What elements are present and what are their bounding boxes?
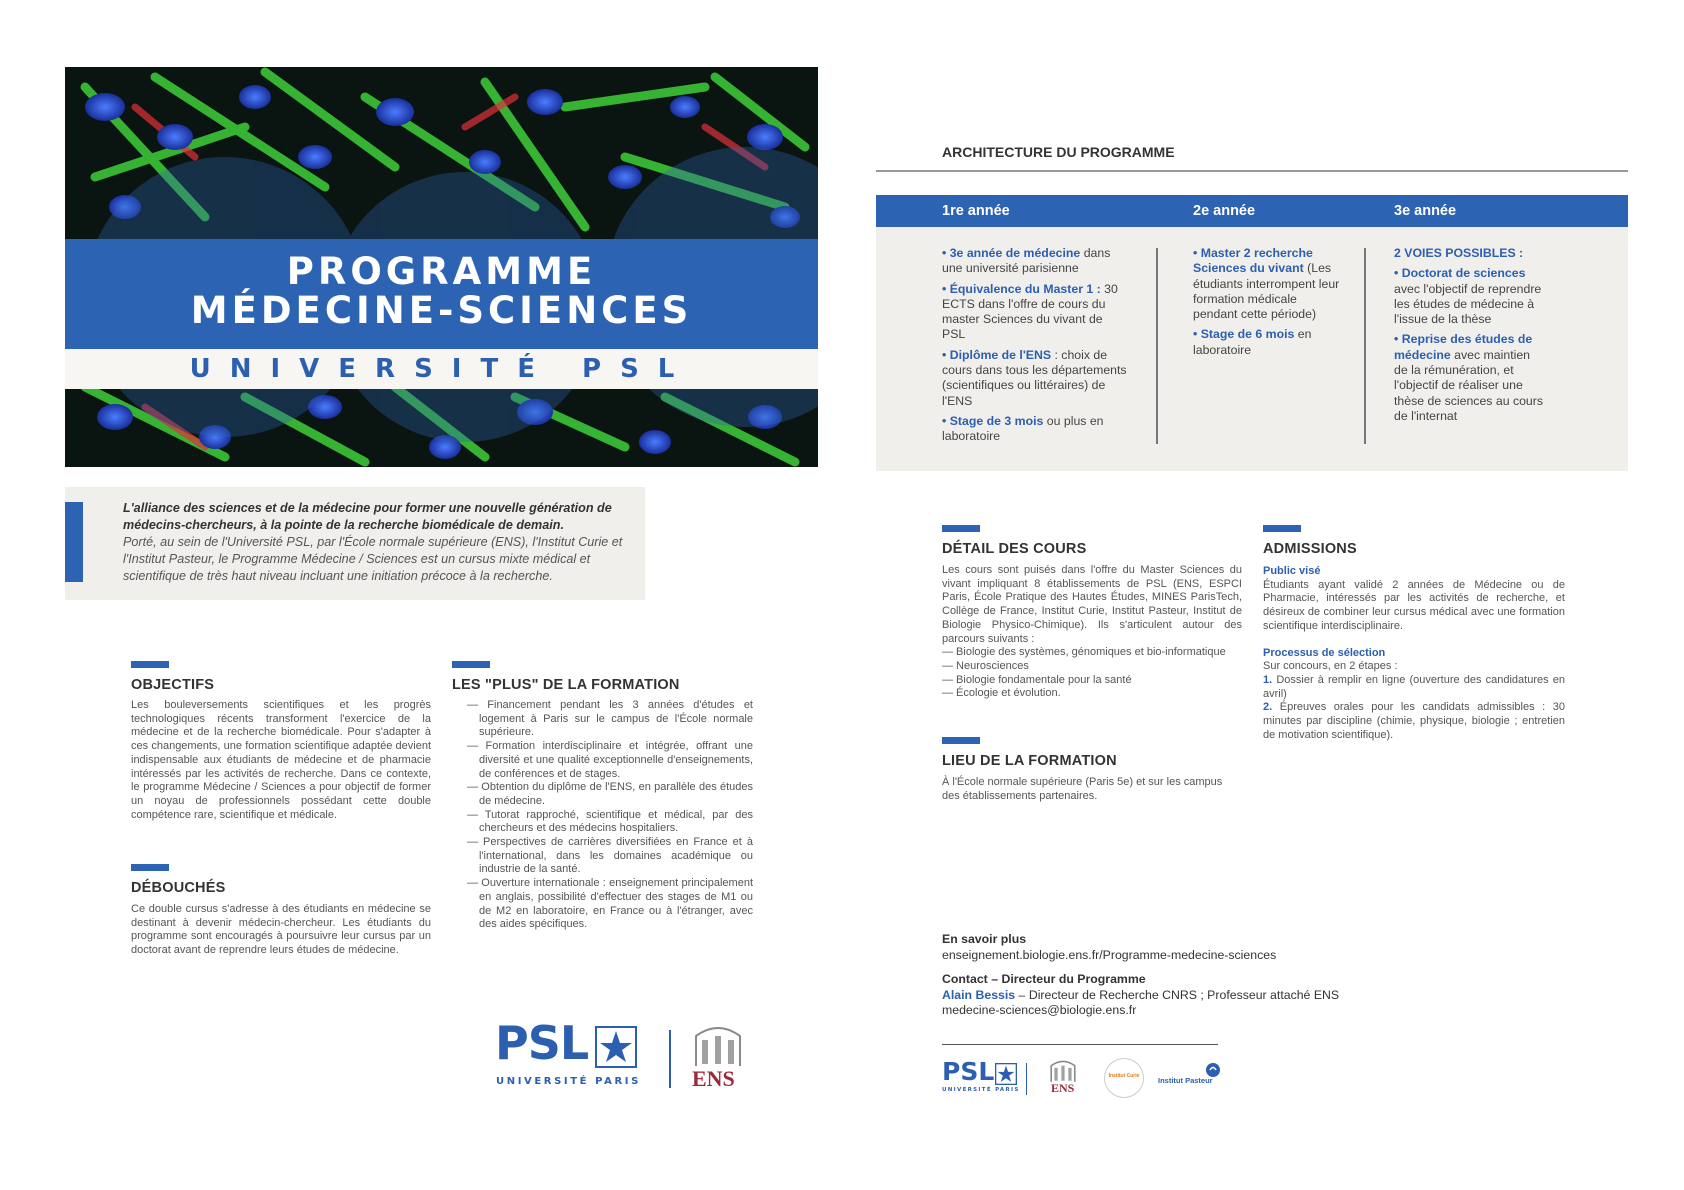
year1-label: 1re année xyxy=(942,203,1010,219)
objectifs-bar xyxy=(131,661,169,668)
debouches-bar xyxy=(131,864,169,871)
hero-title-line1: PROGRAMME xyxy=(286,250,597,293)
admissions-title: ADMISSIONS xyxy=(1263,541,1357,557)
cours-item: — Biologie des systèmes, génomiques et bio-informatique xyxy=(942,646,1226,659)
pasteur-logo: Institut Pasteur xyxy=(1158,1062,1228,1096)
intro-accent-bar xyxy=(65,502,83,582)
lieu-bar xyxy=(942,737,980,744)
year1-item: • Stage de 3 mois ou plus en laboratoire xyxy=(942,413,1104,444)
plus-item: — Formation interdisciplinaire et intégrée, offrant une diversité et une qualité exceptionnelle d'enseignements, de conférences et de stages. xyxy=(467,740,753,780)
year3-item: • Doctorat de sciences avec l'objectif de reprendre les études de médecine à l'issue de la thèse xyxy=(1394,266,1542,327)
star-icon xyxy=(595,1026,637,1068)
plus-item: — Obtention du diplôme de l'ENS, en parallèle des études de médecine. xyxy=(467,781,753,807)
year3-item: • Reprise des études de médecine avec maintien de la rémunération, et l'objectif de réaliser une thèse de sciences au cours de l'internat xyxy=(1394,332,1544,423)
admissions-bar xyxy=(1263,525,1301,532)
hero-subtitle: UNIVERSITÉ PSL xyxy=(189,354,694,384)
objectifs-text: Les bouleversements scientifiques et les progrès technologiques récents transforment l'exercice de la médecine et de la recherche biomédicale. Pour s'adapter à ces changements, une formation scientifique adaptée devient indispensable aux étudiants de médecine et de pharmacie intéressés par les activités de recherche. Dans ce contexte, le programme Médecine / Sciences a pour objectif de former un noyau de professionnels possédant cette double compétence rare, scientifique et médicale. xyxy=(131,699,431,821)
year1-column xyxy=(942,246,1128,450)
contact-label: Contact – Directeur du Programme xyxy=(942,972,1146,986)
logo-divider xyxy=(1026,1063,1027,1095)
debouches-title: DÉBOUCHÉS xyxy=(131,880,226,896)
cours-bar xyxy=(942,525,980,532)
contact-block xyxy=(942,932,1339,1019)
column-divider xyxy=(1156,248,1158,444)
architecture-rule xyxy=(876,170,1628,172)
logo-divider xyxy=(669,1030,671,1088)
ens-small-logo: ENS xyxy=(1048,1058,1082,1100)
admissions-content xyxy=(1263,565,1565,742)
cours-item: — Écologie et évolution. xyxy=(942,687,1061,700)
year2-item: • Master 2 recherche Sciences du vivant (Les étudiants interrompent leur formation médicale pendant cette période) xyxy=(1193,246,1340,322)
cours-content xyxy=(942,564,1242,701)
debouches-text: Ce double cursus s'adresse à des étudiants en médecine se destinant à devenir médecin-chercheur. Les étudiants du programme sont encouragés à poursuivre leur cursus par un doctorat avant de reprendre leurs études de médecine. xyxy=(131,903,431,957)
intro-lead: L'alliance des sciences et de la médecine pour former une nouvelle génération de médecins-chercheurs, à la pointe de la recherche biomédicale de demain. xyxy=(123,501,612,532)
year2-column xyxy=(1193,246,1343,363)
cours-item: — Biologie fondamentale pour la santé xyxy=(942,673,1132,686)
cours-item: — Neurosciences xyxy=(942,659,1029,672)
hero-banner xyxy=(65,67,818,467)
psl-small-logo: PSL UNIVERSITÉ PARIS xyxy=(942,1057,1020,1093)
architecture-title: ARCHITECTURE DU PROGRAMME xyxy=(942,144,1175,160)
plus-item: — Perspectives de carrières diversifiées en France et à l'international, dans les domaines académique ou industrie de la santé. xyxy=(467,836,753,876)
psl-logo: PSL UNIVERSITÉ PARIS xyxy=(495,1016,641,1087)
building-icon xyxy=(690,1022,746,1066)
building-icon xyxy=(1048,1058,1078,1082)
contact-email[interactable]: medecine-sciences@biologie.ens.fr xyxy=(942,1003,1137,1017)
year3-label: 3e année xyxy=(1394,203,1457,219)
intro-text xyxy=(123,500,633,585)
plus-item: — Ouverture internationale : enseignement principalement en anglais, possibilité d'effectuer des stages de M1 ou de M2 en laboratoire, en France ou à l'étranger, avec des aides spécifiques. xyxy=(467,877,753,931)
objectifs-title: OBJECTIFS xyxy=(131,677,215,693)
cours-text: Les cours sont puisés dans l'offre du Master Sciences du vivant impliquant 8 établissements de PSL (ENS, ESPCI Paris, École Pratique des Hautes Études, MINES ParisTech, Collège de France, Institut Curie, Institut Pasteur, Institut de Biologie Physico-Chimique). Ils s'articulent autour des parcours suivants : xyxy=(942,564,1242,645)
cours-list xyxy=(942,646,1242,701)
contact-person: Alain Bessis – Directeur de Recherche CNRS ; Professeur attaché ENS xyxy=(942,987,1340,1002)
ens-logo: ENS xyxy=(690,1022,750,1092)
year1-item: • 3e année de médecine dans une université parisienne xyxy=(942,246,1111,276)
curie-logo: Institut Curie xyxy=(1104,1058,1144,1098)
cours-title: DÉTAIL DES COURS xyxy=(942,541,1087,557)
year3-column xyxy=(1394,246,1544,429)
lieu-title: LIEU DE LA FORMATION xyxy=(942,753,1117,769)
year1-item: • Équivalence du Master 1 : 30 ECTS dans l'offre de cours du master Sciences du vivant de PSL xyxy=(942,281,1118,342)
hero-title-line2: MÉDECINE-SCIENCES xyxy=(190,289,693,332)
year1-item: • Diplôme de l'ENS : choix de cours dans tous les départements (scientifiques ou littéraires) de l'ENS xyxy=(942,347,1127,408)
process-step-1: 1. Dossier à remplir en ligne (ouverture des candidatures en avril) xyxy=(1263,673,1565,700)
public-label: Public visé xyxy=(1263,565,1321,577)
plus-item: — Financement pendant les 3 années d'études et logement à Paris sur le campus de l'École normale supérieure. xyxy=(467,699,753,739)
year2-label: 2e année xyxy=(1193,203,1256,219)
plus-bar xyxy=(452,661,490,668)
more-link[interactable]: enseignement.biologie.ens.fr/Programme-medecine-sciences xyxy=(942,947,1277,962)
more-label: En savoir plus xyxy=(942,932,1027,946)
process-intro: Sur concours, en 2 étapes : xyxy=(1263,660,1398,673)
process-step-2: 2. Épreuves orales pour les candidats admissibles : 30 minutes par discipline (chimie, physique, biologie ; entretien de motivation scientifique). xyxy=(1263,701,1565,741)
column-divider xyxy=(1364,248,1366,444)
year2-item: • Stage de 6 mois en laboratoire xyxy=(1193,327,1312,357)
plus-title: LES "PLUS" DE LA FORMATION xyxy=(452,677,680,693)
director-name: Alain Bessis xyxy=(942,987,1016,1002)
plus-list xyxy=(467,699,753,932)
star-icon xyxy=(995,1063,1017,1085)
contact-rule xyxy=(942,1044,1218,1045)
plus-item: — Tutorat rapproché, scientifique et médical, par des chercheurs et des médecins hospitaliers. xyxy=(467,808,753,835)
process-label: Processus de sélection xyxy=(1263,646,1386,659)
intro-body: Porté, au sein de l'Université PSL, par l'École normale supérieure (ENS), l'Institut Curie et l'Institut Pasteur, le Programme Médecine / Sciences est un cursus mixte médical et scientifique de très haut niveau incluant une initiation précoce à la recherche. xyxy=(123,535,623,583)
public-text: Étudiants ayant validé 2 années de Médecine ou de Pharmacie, intéressés par les activités de recherche, et désireux de combiner leur cursus médical avec une formation scientifique interdisciplinaire. xyxy=(1263,578,1565,632)
year3-heading: 2 VOIES POSSIBLES : xyxy=(1394,246,1524,260)
lieu-text: À l'École normale supérieure (Paris 5e) et sur les campus des établissements partenaires. xyxy=(942,776,1223,802)
